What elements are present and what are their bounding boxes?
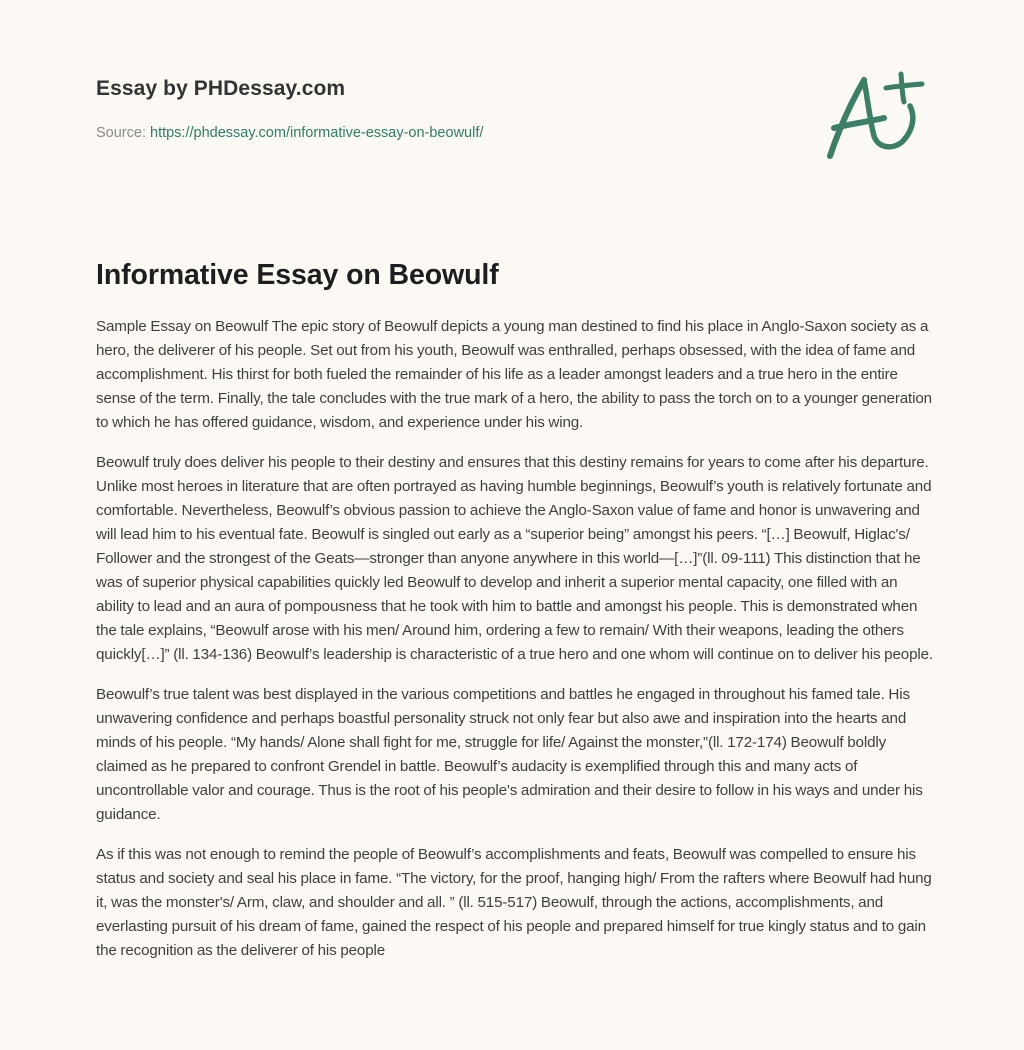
- article-paragraph: Sample Essay on Beowulf The epic story of Beowulf depicts a young man destined to find his place in Anglo-Saxon society as a hero, the deliverer of his people. Set out from his youth, Beowulf was enthralled, perhaps obsessed, with the idea of fame and accomplishment. His thirst for both fueled the remainder of his life as a leader amongst leaders and a true hero in the entire sense of the term. Finally, the tale concludes with the true mark of a hero, the ability to pass the torch on to a younger generation to which he has offered guidance, wisdom, and experience under his wing.: [96, 318, 932, 431]
- article-paragraph: As if this was not enough to remind the people of Beowulf’s accomplishments and feats, Beowulf was compelled to ensure his status and society and seal his place in fame. “The victory, for the proof, hanging high/ From the rafters where Beowulf had hung it, was the monster's/ Arm, claw, and shoulder and all. ” (ll. 515-517) Beowulf, through the actions, accomplishments, and everlasting pursuit of his dream of fame, gained the respect of his people and prepared himself for true kingly status and to gain the recognition as the deliverer of his people: [96, 846, 932, 959]
- source-link[interactable]: https://phdessay.com/informative-essay-on-beowulf/: [150, 125, 484, 141]
- source-label: Source:: [96, 125, 150, 141]
- article-paragraph: Beowulf truly does deliver his people to their destiny and ensures that this destiny remains for years to come after his departure. Unlike most heroes in literature that are often portrayed as having humble beginnings, Beowulf’s youth is relatively fortunate and comfortable. Nevertheless, Beowulf’s obvious passion to achieve the Anglo-Saxon value of fame and honor is unwavering and will lead him to his eventual fate. Beowulf is singled out early as a “superior being” amongst his peers. “[…] Beowulf, Higlac's/ Follower and the strongest of the Geats—stronger than anyone anywhere in this world—[…]”(ll. 09-111) This distinction that he was of superior physical capabilities quickly led Beowulf to develop and inherit a superior mental capacity, one filled with an ability to lead and an aura of pompousness that he took with him to battle and amongst his people. This is demonstrated when the tale explains, “Beowulf arose with his men/ Around him, ordering a few to remain/ With their weapons, leading the others quickly[…]” (ll. 134-136) Beowulf’s leadership is characteristic of a true hero and one whom will continue on to deliver his people.: [96, 454, 933, 663]
- page-header: [96, 74, 796, 143]
- a-plus-grade-icon: [822, 66, 932, 166]
- article-body: [96, 315, 936, 979]
- article-paragraph: Beowulf’s true talent was best displayed in the various competitions and battles he engaged in throughout his famed tale. His unwavering confidence and perhaps boastful personality struck not only fear but also awe and inspiration into the hearts and minds of his people. “My hands/ Alone shall fight for me, struggle for life/ Against the monster,”(ll. 172-174) Beowulf boldly claimed as he prepared to confront Grendel in battle. Beowulf’s audacity is exemplified through this and many acts of uncontrollable valor and courage. Thus is the root of his people's admiration and their desire to follow in his ways and under his guidance.: [96, 686, 923, 823]
- article-title: Informative Essay on Beowulf: [96, 259, 499, 291]
- site-title: Essay by PHDessay.com: [96, 77, 346, 100]
- source-line: [96, 123, 796, 143]
